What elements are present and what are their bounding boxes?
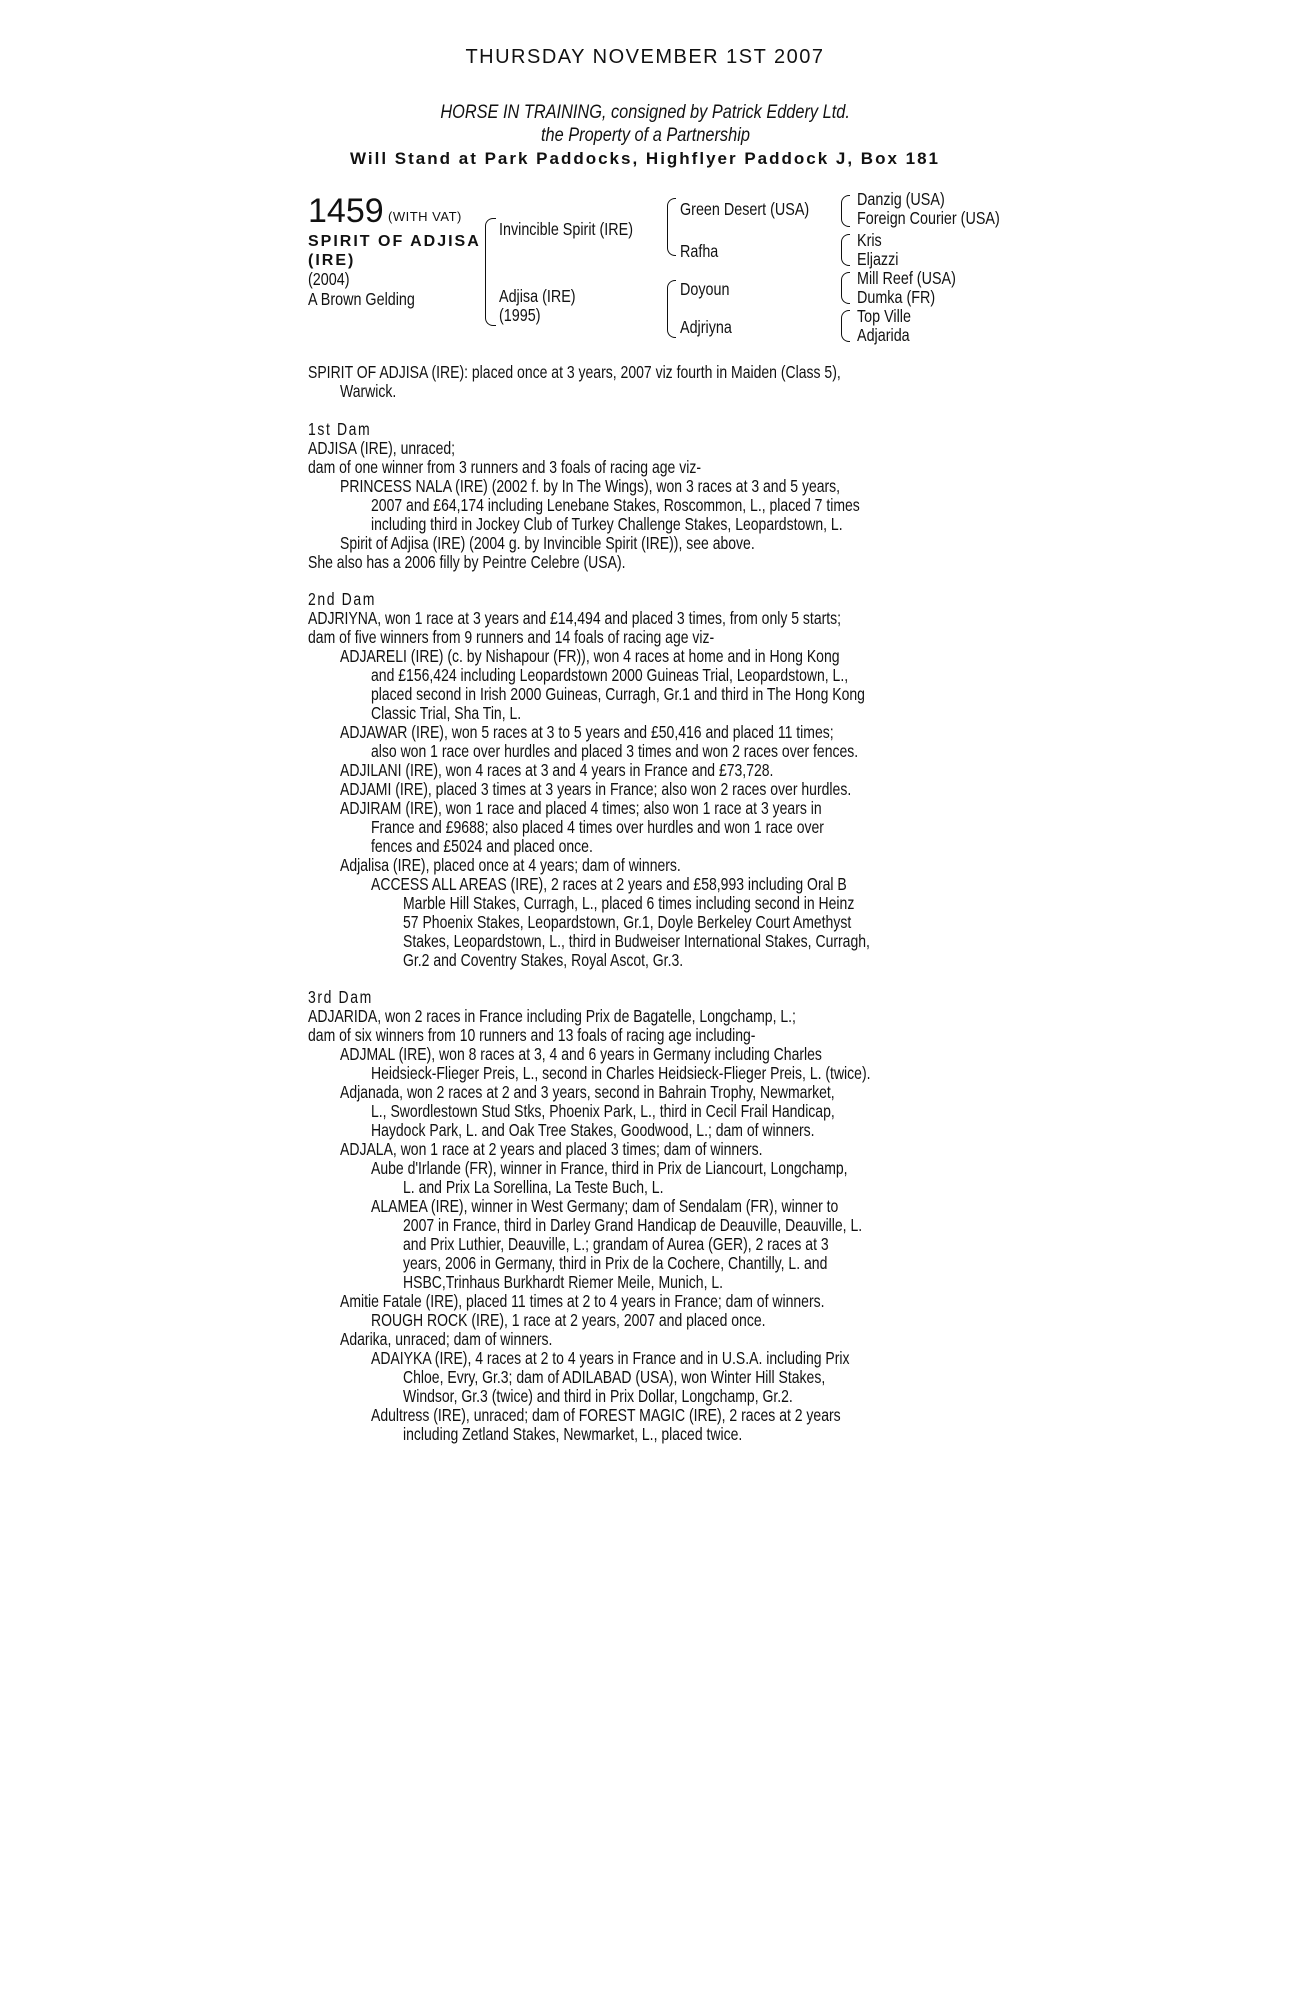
- property-line-wrap: [0, 126, 1290, 145]
- dam3-line: ADJMAL (IRE), won 8 races at 3, 4 and 6 years in Germany including Charles: [340, 1044, 822, 1064]
- dam3-line: ADJARIDA, won 2 races in France including Prix de Bagatelle, Longchamp, L.;: [308, 1006, 796, 1026]
- stand-location: [0, 149, 1290, 168]
- dam2-line: fences and £5024 and placed once.: [371, 836, 593, 856]
- dam1-line: including third in Jockey Club of Turkey Challenge Stakes, Leopardstown, L.: [371, 514, 843, 534]
- foaling-year: (2004): [308, 269, 350, 289]
- dam3-line: Adjanada, won 2 races at 2 and 3 years, second in Bahrain Trophy, Newmarket,: [340, 1082, 835, 1102]
- vat-label: (WITH VAT): [388, 209, 462, 224]
- pedigree-dam-year: (1995): [499, 305, 541, 325]
- dam3-line: Amitie Fatale (IRE), placed 11 times at 2 to 4 years in France; dam of winners.: [340, 1291, 825, 1311]
- dam1-line: Spirit of Adjisa (IRE) (2004 g. by Invincible Spirit (IRE)), see above.: [340, 533, 755, 553]
- pedigree-g4-4: Eljazzi: [857, 249, 899, 269]
- pedigree-sire-sire: Green Desert (USA): [680, 199, 810, 219]
- pedigree-brace-sire: [667, 198, 676, 256]
- dam2-line: 57 Phoenix Stakes, Leopardstown, Gr.1, Doyle Berkeley Court Amethyst: [403, 912, 852, 932]
- pedigree-brace-g3-1: [841, 195, 850, 227]
- dam3-line: Windsor, Gr.3 (twice) and third in Prix Dollar, Longchamp, Gr.2.: [403, 1386, 793, 1406]
- pedigree-g4-3: Kris: [857, 230, 882, 250]
- dam3-line: Adarika, unraced; dam of winners.: [340, 1329, 553, 1349]
- dam2-line: ADJILANI (IRE), won 4 races at 3 and 4 years in France and £73,728.: [340, 760, 774, 780]
- dam2-line: ACCESS ALL AREAS (IRE), 2 races at 2 years and £58,993 including Oral B: [371, 874, 847, 894]
- dam3-line: dam of six winners from 10 runners and 13 foals of racing age including-: [308, 1025, 756, 1045]
- dam2-line: ADJARELI (IRE) (c. by Nishapour (FR)), won 4 races at home and in Hong Kong: [340, 646, 840, 666]
- pedigree-sire: Invincible Spirit (IRE): [499, 219, 633, 239]
- sale-date: THURSDAY NOVEMBER 1ST 2007: [465, 46, 825, 68]
- pedigree-brace-g3-3: [841, 272, 850, 304]
- pedigree-brace-g3-4: [841, 310, 850, 342]
- pedigree-dam-sire: Doyoun: [680, 279, 730, 299]
- dam1-line: ADJISA (IRE), unraced;: [308, 438, 456, 458]
- dam3-line: ADJALA, won 1 race at 2 years and placed 3 times; dam of winners.: [340, 1139, 763, 1159]
- dam2-line: ADJAWAR (IRE), won 5 races at 3 to 5 years and £50,416 and placed 11 times;: [340, 722, 834, 742]
- dam3-line: and Prix Luthier, Deauville, L.; grandam of Aurea (GER), 2 races at 3: [403, 1234, 829, 1254]
- stand-location-text: Will Stand at Park Paddocks, Highflyer Paddock J, Box 181: [350, 149, 940, 168]
- dam2-line: Adjalisa (IRE), placed once at 4 years; dam of winners.: [340, 855, 681, 875]
- dam3-line: Aube d'Irlande (FR), winner in France, third in Prix de Liancourt, Longchamp,: [371, 1158, 848, 1178]
- consignor-line: HORSE IN TRAINING, consigned by Patrick Eddery Ltd.: [440, 102, 850, 123]
- dam1-line: dam of one winner from 3 runners and 3 foals of racing age viz-: [308, 457, 701, 477]
- pedigree-sire-dam: Rafha: [680, 241, 719, 261]
- dam2-line: Gr.2 and Coventry Stakes, Royal Ascot, Gr.3.: [403, 950, 684, 970]
- pedigree-g4-5: Mill Reef (USA): [857, 268, 956, 288]
- pedigree-brace-g3-2: [841, 234, 850, 266]
- dam2-line: and £156,424 including Leopardstown 2000 Guineas Trial, Leopardstown, L.,: [371, 665, 849, 685]
- dam2-line: dam of five winners from 9 runners and 14 foals of racing age viz-: [308, 627, 715, 647]
- dam2-line: Classic Trial, Sha Tin, L.: [371, 703, 522, 723]
- pedigree-g4-7: Top Ville: [857, 306, 911, 326]
- dam3-line: including Zetland Stakes, Newmarket, L., placed twice.: [403, 1424, 743, 1444]
- lot-number: 1459: [308, 192, 384, 230]
- pedigree-dam-dam: Adjriyna: [680, 317, 732, 337]
- dam3-line: Heidsieck-Flieger Preis, L., second in Charles Heidsieck-Flieger Preis, L. (twice).: [371, 1063, 871, 1083]
- dam3-line: Adultress (IRE), unraced; dam of FOREST MAGIC (IRE), 2 races at 2 years: [371, 1405, 841, 1425]
- dam1-line: She also has a 2006 filly by Peintre Celebre (USA).: [308, 552, 626, 572]
- pedigree-g4-2: Foreign Courier (USA): [857, 208, 1000, 228]
- dam3-line: Chloe, Evry, Gr.3; dam of ADILABAD (USA), won Winter Hill Stakes,: [403, 1367, 826, 1387]
- lot-title: [0, 103, 1290, 122]
- pedigree-dam: Adjisa (IRE): [499, 286, 576, 306]
- property-line: the Property of a Partnership: [540, 125, 750, 146]
- dam3-line: years, 2006 in Germany, third in Prix de la Cochere, Chantilly, L. and: [403, 1253, 828, 1273]
- dam3-line: ROUGH ROCK (IRE), 1 race at 2 years, 2007 and placed once.: [371, 1310, 766, 1330]
- summary-line-1: SPIRIT OF ADJISA (IRE): placed once at 3 years, 2007 viz fourth in Maiden (Class 5),: [308, 362, 841, 382]
- dam3-line: ALAMEA (IRE), winner in West Germany; dam of Sendalam (FR), winner to: [371, 1196, 839, 1216]
- pedigree-brace-main: [485, 218, 496, 326]
- dam2-line: France and £9688; also placed 4 times over hurdles and won 1 race over: [371, 817, 824, 837]
- dam2-line: ADJIRAM (IRE), won 1 race and placed 4 times; also won 1 race at 3 years in: [340, 798, 822, 818]
- horse-suffix: (IRE): [308, 252, 356, 269]
- dam3-line: Haydock Park, L. and Oak Tree Stakes, Goodwood, L.; dam of winners.: [371, 1120, 815, 1140]
- pedigree-g4-8: Adjarida: [857, 325, 910, 345]
- pedigree-brace-dam: [667, 280, 676, 338]
- dam2-line: ADJRIYNA, won 1 race at 3 years and £14,494 and placed 3 times, from only 5 starts;: [308, 608, 842, 628]
- summary-line-2: Warwick.: [340, 381, 397, 401]
- dam3-heading: 3rd Dam: [308, 987, 373, 1007]
- dam3-line: HSBC,Trinhaus Burkhardt Riemer Meile, Munich, L.: [403, 1272, 724, 1292]
- horse-name: SPIRIT OF ADJISA: [308, 233, 481, 250]
- dam3-line: 2007 in France, third in Darley Grand Handicap de Deauville, Deauville, L.: [403, 1215, 863, 1235]
- dam1-line: PRINCESS NALA (IRE) (2002 f. by In The Wings), won 3 races at 3 and 5 years,: [340, 476, 841, 496]
- dam3-line: L. and Prix La Sorellina, La Teste Buch, L.: [403, 1177, 664, 1197]
- dam3-line: ADAIYKA (IRE), 4 races at 2 to 4 years in France and in U.S.A. including Prix: [371, 1348, 850, 1368]
- pedigree-g4-1: Danzig (USA): [857, 189, 945, 209]
- horse-description: A Brown Gelding: [308, 289, 415, 309]
- dam2-line: placed second in Irish 2000 Guineas, Curragh, Gr.1 and third in The Hong Kong: [371, 684, 865, 704]
- dam1-line: 2007 and £64,174 including Lenebane Stakes, Roscommon, L., placed 7 times: [371, 495, 860, 515]
- dam2-line: ADJAMI (IRE), placed 3 times at 3 years in France; also won 2 races over hurdles.: [340, 779, 852, 799]
- pedigree-g4-6: Dumka (FR): [857, 287, 936, 307]
- dam2-line: Marble Hill Stakes, Curragh, L., placed 6 times including second in Heinz: [403, 893, 855, 913]
- dam2-line: also won 1 race over hurdles and placed 3 times and won 2 races over fences.: [371, 741, 859, 761]
- dam1-heading: 1st Dam: [308, 419, 372, 439]
- dam2-heading: 2nd Dam: [308, 589, 377, 609]
- dam2-line: Stakes, Leopardstown, L., third in Budweiser International Stakes, Curragh,: [403, 931, 870, 951]
- dam3-line: L., Swordlestown Stud Stks, Phoenix Park, L., third in Cecil Frail Handicap,: [371, 1101, 835, 1121]
